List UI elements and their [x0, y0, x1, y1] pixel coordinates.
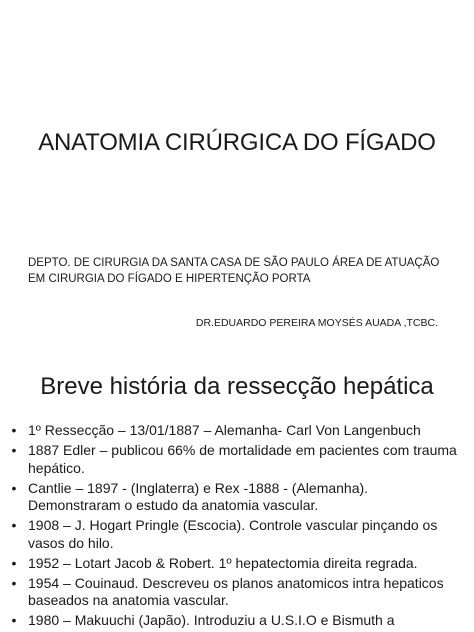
bullet-text: 1952 – Lotart Jacob & Robert. 1º hepatectomia direita regrada. [28, 554, 418, 571]
bullet-item [0, 517, 474, 552]
bullet-text: 1887 Edler – publicou 66% de mortalidade em pacientes com trauma hepático. [28, 442, 457, 476]
bullet-dot-icon: • [11, 479, 17, 496]
bullet-dot-icon: • [11, 442, 17, 458]
bullet-item [0, 422, 474, 440]
history-bullet-list [0, 422, 474, 632]
bullet-text: 1º Ressecção – 13/01/1887 – Alemanha- Carl Von Langenbuch [28, 422, 421, 438]
department-text [28, 256, 458, 287]
bullet-dot-icon: • [11, 612, 17, 628]
bullet-item [0, 555, 474, 573]
bullet-item [0, 442, 474, 477]
bullet-text: 1908 – J. Hogart Pringle (Escocia). Controle vascular pinçando os vasos do hilo. [28, 517, 438, 551]
bullet-item [0, 575, 474, 610]
bullet-item [0, 480, 474, 515]
slide-title: ANATOMIA CIRÚRGICA DO FÍGADO [38, 129, 436, 156]
bullet-dot-icon: • [11, 574, 17, 591]
bullet-dot-icon: • [11, 517, 17, 533]
department-line-2: EM CIRURGIA DO FÍGADO E HIPERTENÇÃO PORTA [28, 272, 311, 285]
author-credit: DR.EDUARDO PEREIRA MOYSÉS AUADA ,TCBC. [195, 317, 438, 329]
history-slide-title: Breve história da ressecção hepática [40, 373, 434, 400]
bullet-text: 1954 – Couinaud. Descreveu os planos anatomicos intra hepaticos baseados na anatomia vascular. [28, 574, 444, 608]
history-slide [0, 354, 474, 632]
bullet-dot-icon: • [11, 554, 17, 571]
bullet-dot-icon: • [11, 422, 17, 438]
bullet-item [0, 612, 474, 630]
bullet-text: 1980 – Makuuchi (Japão). Introduziu a U.S.I.O e Bismuth a [28, 612, 395, 628]
department-line-1: DEPTO. DE CIRURGIA DA SANTA CASA DE SÃO PAULO ÁREA DE ATUAÇÃO [28, 257, 440, 269]
bullet-text: Cantlie – 1897 - (Inglaterra) e Rex -1888 - (Alemanha). Demonstraram o estudo da anatomia vascular. [28, 479, 369, 513]
